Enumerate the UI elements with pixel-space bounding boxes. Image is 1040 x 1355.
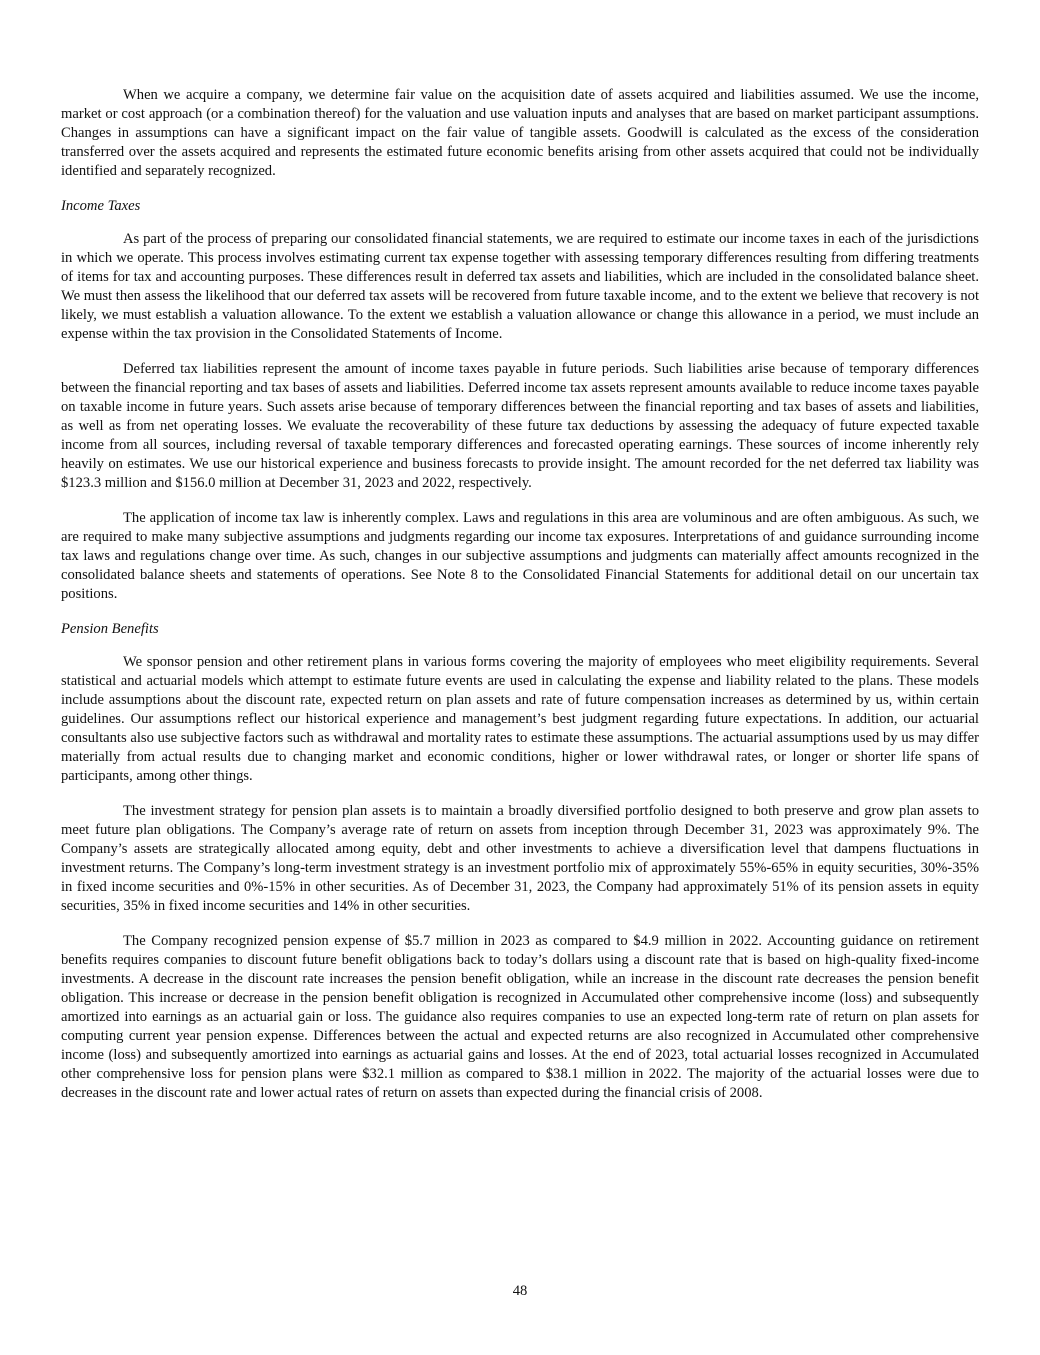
body-paragraph: As part of the process of preparing our consolidated financial statements, we are required to estimate our income taxes in each of the jurisdictions in which we operate. This process involves estimating current tax expense together with assessing temporary differences resulting from differing treatments of items for tax and accounting purposes. These differences result in deferred tax assets and liabilities, which are included in the consolidated balance sheet. We must then assess the likelihood that our deferred tax assets will be recovered from future taxable income, and to the extent we believe that recovery is not likely, we must establish a valuation allowance. To the extent we establish a valuation allowance or change this allowance in a period, we must include an expense within the tax provision in the Consolidated Statements of Income. (61, 231, 979, 342)
document-page (61, 86, 979, 1119)
body-paragraph: When we acquire a company, we determine fair value on the acquisition date of assets acquired and liabilities assumed. We use the income, market or cost approach (or a combination thereof) for the valuation and use valuation inputs and analyses that are based on market participant assumptions. Changes in assumptions can have a significant impact on the fair value of tangible assets. Goodwill is calculated as the excess of the consideration transferred over the assets acquired and represents the estimated future economic benefits arising from other assets acquired that could not be individually identified and separately recognized. (61, 87, 979, 179)
section-heading-income-taxes: Income Taxes (61, 198, 141, 214)
page-number: 48 (512, 1283, 528, 1299)
body-paragraph: We sponsor pension and other retirement plans in various forms covering the majority of employees who meet eligibility requirements. Several statistical and actuarial models which attempt to estimate future events are used in calculating the expense and liability related to the plans. These models include assumptions about the discount rate, expected return on plan assets and rate of future compensation increases as determined by us, within certain guidelines. Our assumptions reflect our historical experience and management’s best judgment regarding future expectations. In addition, our actuarial consultants also use subjective factors such as withdrawal and mortality rates to estimate these assumptions. The actuarial assumptions used by us may differ materially from actual results due to changing market and economic conditions, higher or lower withdrawal rates, or longer or shorter life spans of participants, among other things. (61, 654, 979, 784)
body-paragraph: Deferred tax liabilities represent the amount of income taxes payable in future periods. Such liabilities arise because of temporary differences between the financial reporting and tax bases of assets and liabilities. Deferred income tax assets represent amounts available to reduce income taxes payable on taxable income in future years. Such assets arise because of temporary differences between the financial reporting and tax bases of assets and liabilities, as well as from net operating losses. We evaluate the recoverability of these future tax deductions by assessing the adequacy of future expected taxable income from all sources, including reversal of taxable temporary differences and forecasted operating earnings. These sources of income inherently rely heavily on estimates. We use our historical experience and business forecasts to provide insight. The amount recorded for the net deferred tax liability was $123.3 million and $156.0 million at December 31, 2023 and 2022, respectively. (61, 361, 979, 491)
section-heading-pension-benefits: Pension Benefits (61, 621, 159, 637)
body-paragraph: The investment strategy for pension plan assets is to maintain a broadly diversified portfolio designed to both preserve and grow plan assets to meet future plan obligations. The Company’s average rate of return on assets from inception through December 31, 2023 was approximately 9%. The Company’s assets are strategically allocated among equity, debt and other investments to achieve a diversification level that dampens fluctuations in investment returns. The Company’s long-term investment strategy is an investment portfolio mix of approximately 55%-65% in equity securities, 30%-35% in fixed income securities and 0%-15% in other securities. As of December 31, 2023, the Company had approximately 51% of its pension assets in equity securities, 35% in fixed income securities and 14% in other securities. (61, 803, 979, 914)
body-paragraph: The application of income tax law is inherently complex. Laws and regulations in this area are voluminous and are often ambiguous. As such, we are required to make many subjective assumptions and judgments regarding our income tax exposures. Interpretations of and guidance surrounding income tax laws and regulations change over time. As such, changes in our subjective assumptions and judgments can materially affect amounts recognized in the consolidated balance sheets and statements of operations. See Note 8 to the Consolidated Financial Statements for additional detail on our uncertain tax positions. (61, 510, 979, 602)
body-paragraph: The Company recognized pension expense of $5.7 million in 2023 as compared to $4.9 million in 2022. Accounting guidance on retirement benefits requires companies to discount future benefit obligations back to today’s dollars using a discount rate that is based on high-quality fixed-income investments. A decrease in the discount rate increases the pension benefit obligation, while an increase in the discount rate decreases the pension benefit obligation. This increase or decrease in the pension benefit obligation is recognized in Accumulated other comprehensive income (loss) and subsequently amortized into earnings as an actuarial gain or loss. The guidance also requires companies to use an expected long-term rate of return on plan assets for computing current year pension expense. Differences between the actual and expected returns are also recognized in Accumulated other comprehensive income (loss) and subsequently amortized into earnings as actuarial gains and losses. At the end of 2023, total actuarial losses recognized in Accumulated other comprehensive loss for pension plans were $32.1 million as compared to $38.1 million in 2022. The majority of the actuarial losses were due to decreases in the discount rate and lower actual rates of return on assets than expected during the financial crisis of 2008. (61, 933, 979, 1101)
